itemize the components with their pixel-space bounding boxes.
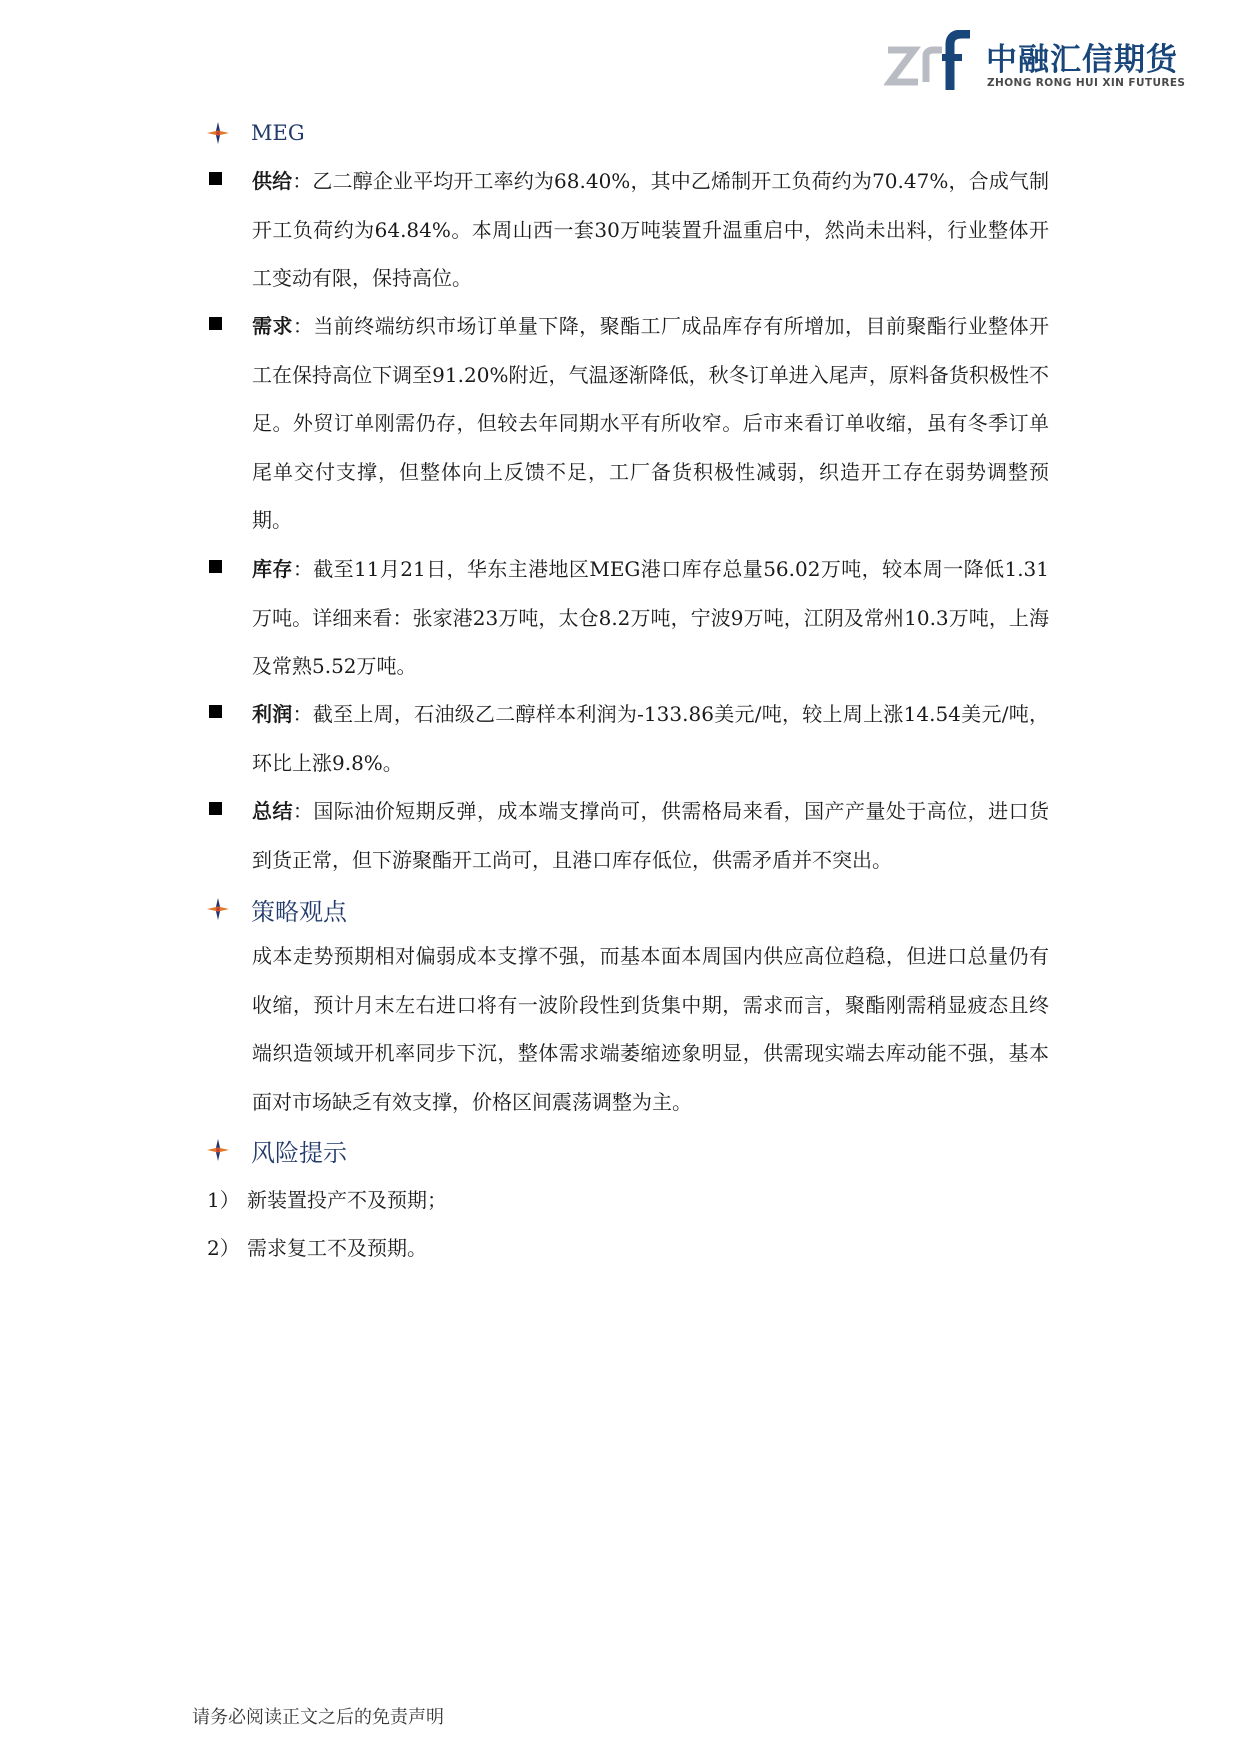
bullet-label: 库存	[252, 557, 293, 581]
bullet-supply	[209, 157, 1049, 303]
square-bullet-icon	[209, 172, 222, 185]
logo-english-name: ZHONG RONG HUI XIN FUTURES	[987, 77, 1186, 89]
strategy-paragraph: 成本走势预期相对偏弱成本支撑不强，而基本面本周国内供应高位趋稳，但进口总量仍有收缩，预计月末左右进口将有一波阶段性到货集中期，需求而言，聚酯刚需稍显疲态且终端织造领域开机率同步下沉，整体需求端萎缩迹象明显，供需现实端去库动能不强，基本面对市场缺乏有效支撑，价格区间震荡调整为主。	[252, 944, 1049, 1114]
bullet-summary	[209, 787, 1049, 884]
company-logo	[884, 30, 1186, 98]
bullet-label: 利润	[252, 702, 293, 726]
bullet-text: 需求：当前终端纺织市场订单量下降，聚酯工厂成品库存有所增加，目前聚酯行业整体开工在保持高位下调至91.20%附近，气温逐渐降低，秋冬订单进入尾声，原料备货积极性不足。外贸订单刚需仍存，但较去年同期水平有所收窄。后市来看订单收缩，虽有冬季订单尾单交付支撑，但整体向上反馈不足，工厂备货积极性减弱，织造开工存在弱势调整预期。	[252, 314, 1050, 532]
plus-diamond-icon	[205, 1137, 231, 1163]
section-title: 风险提示	[251, 1138, 347, 1167]
square-bullet-icon	[209, 560, 222, 573]
square-bullet-icon	[209, 802, 222, 815]
bullet-body: 当前终端纺织市场订单量下降，聚酯工厂成品库存有所增加，目前聚酯行业整体开工在保持高位下调至91.20%附近，气温逐渐降低，秋冬订单进入尾声，原料备货积极性不足。外贸订单刚需仍存，但较去年同期水平有所收窄。后市来看订单收缩，虽有冬季订单尾单交付支撑，但整体向上反馈不足，工厂备货积极性减弱，织造开工存在弱势调整预期。	[252, 314, 1050, 532]
bullet-text: 利润：截至上周，石油级乙二醇样本利润为-133.86美元/吨，较上周上涨14.54美元/吨，环比上涨9.8%。	[252, 702, 1049, 775]
bullet-text: 供给：乙二醇企业平均开工率约为68.40%，其中乙烯制开工负荷约为70.47%，合成气制开工负荷约为64.84%。本周山西一套30万吨装置升温重启中，然尚未出料，行业整体开工变动有限，保持高位。	[252, 169, 1050, 290]
bullet-profit	[209, 690, 1049, 787]
section-title: MEG	[251, 121, 305, 145]
square-bullet-icon	[209, 705, 222, 718]
risk-item	[207, 1176, 447, 1224]
bullet-text: 库存：截至11月21日，华东主港地区MEG港口库存总量56.02万吨，较本周一降低1.31万吨。详细来看：张家港23万吨，太仓8.2万吨，宁波9万吨，江阴及常州10.3万吨，上海及常熟5.52万吨。	[252, 557, 1050, 678]
bullet-body: 国际油价短期反弹，成本端支撑尚可，供需格局来看，国产产量处于高位，进口货到货正常，但下游聚酯开工尚可，且港口库存低位，供需矛盾并不突出。	[252, 799, 1050, 872]
section-heading-meg	[205, 113, 305, 153]
bullet-label: 供给	[252, 169, 293, 193]
risk-item-text: 需求复工不及预期。	[247, 1236, 427, 1260]
bullet-label: 总结	[252, 799, 293, 823]
bullet-text: 总结：国际油价短期反弹，成本端支撑尚可，供需格局来看，国产产量处于高位，进口货到货正常，但下游聚酯开工尚可，且港口库存低位，供需矛盾并不突出。	[252, 799, 1050, 872]
risk-item-number: 2）	[207, 1236, 240, 1260]
bullet-body: 截至上周，石油级乙二醇样本利润为-133.86美元/吨，较上周上涨14.54美元/吨，环比上涨9.8%。	[252, 702, 1049, 775]
plus-diamond-icon	[205, 120, 231, 146]
bullet-label: 需求	[252, 314, 293, 338]
znf-logo-mark	[884, 30, 980, 92]
section-heading-strategy	[205, 889, 347, 929]
bullet-body: 乙二醇企业平均开工率约为68.40%，其中乙烯制开工负荷约为70.47%，合成气制开工负荷约为64.84%。本周山西一套30万吨装置升温重启中，然尚未出料，行业整体开工变动有限，保持高位。	[252, 169, 1050, 290]
bullet-body: 截至11月21日，华东主港地区MEG港口库存总量56.02万吨，较本周一降低1.31万吨。详细来看：张家港23万吨，太仓8.2万吨，宁波9万吨，江阴及常州10.3万吨，上海及常熟5.52万吨。	[252, 557, 1050, 678]
risk-item-text: 新装置投产不及预期；	[247, 1188, 447, 1212]
footer-disclaimer: 请务必阅读正文之后的免责声明	[192, 1707, 444, 1728]
bullet-demand	[209, 302, 1049, 545]
section-title: 策略观点	[251, 897, 347, 926]
risk-item-number: 1）	[207, 1188, 240, 1212]
logo-chinese-name: 中融汇信期货	[986, 42, 1178, 78]
section-heading-risk	[205, 1130, 347, 1170]
risk-item	[207, 1224, 427, 1272]
bullet-inventory	[209, 545, 1049, 691]
square-bullet-icon	[209, 317, 222, 330]
plus-diamond-icon	[205, 896, 231, 922]
